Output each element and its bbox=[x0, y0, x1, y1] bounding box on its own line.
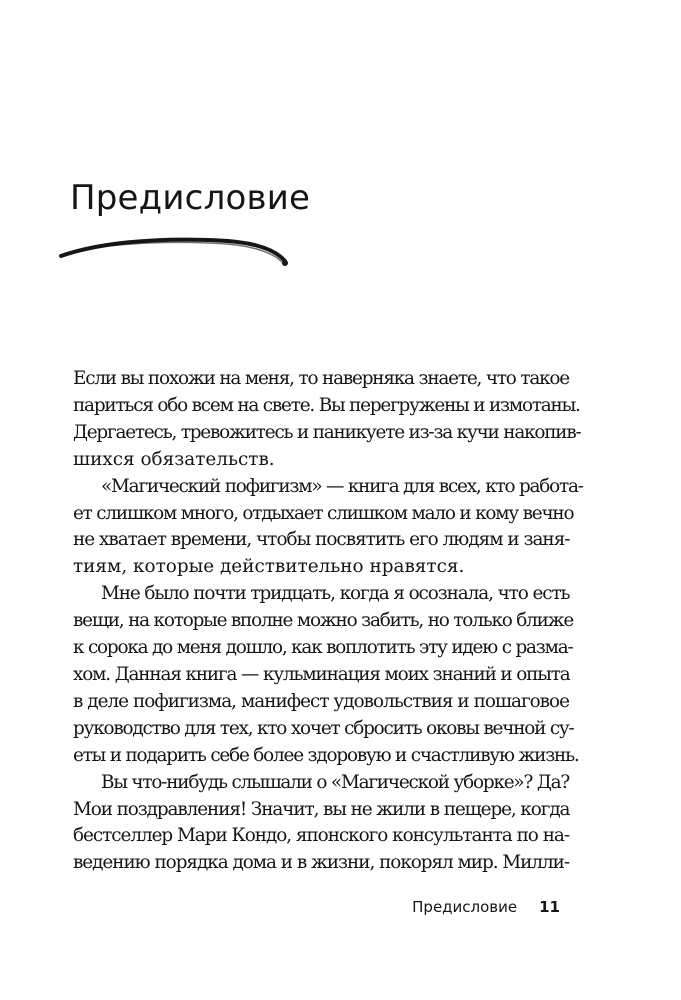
text-line: хом. Данная книга — кульминация моих знаний и опыта bbox=[73, 663, 570, 685]
text-line: тиям, которые действительно нравятся. bbox=[73, 556, 465, 578]
running-head: Предисловие bbox=[412, 898, 518, 916]
text-line: Дергаетесь, тревожитесь и паникуете из-за кучи накопив- bbox=[73, 421, 581, 443]
text-line: ет слишком много, отдыхает слишком мало и кому вечно bbox=[73, 502, 574, 524]
text-line: Вы что-нибудь слышали о «Магической уборке»? Да? bbox=[101, 771, 569, 793]
body-text bbox=[73, 366, 583, 877]
text-line: в деле пофигизма, манифест удовольствия и пошаговое bbox=[73, 690, 569, 712]
paragraph-3 bbox=[73, 581, 579, 769]
chapter-title: Предисловие bbox=[70, 178, 311, 218]
text-line: вещи, на которые вполне можно забить, но только ближе bbox=[73, 610, 574, 632]
text-line: париться обо всем на свете. Вы перегружены и измотаны. bbox=[73, 394, 580, 416]
text-line: не хватает времени, чтобы посвятить его людям и заня- bbox=[73, 529, 570, 551]
paragraph-4 bbox=[73, 770, 569, 878]
paragraph-1 bbox=[73, 366, 581, 474]
title-underline-flourish bbox=[58, 232, 294, 274]
text-line: шихся обязательств. bbox=[73, 448, 275, 470]
text-line: Мои поздравления! Значит, вы не жили в пещере, когда bbox=[73, 798, 570, 820]
text-line: «Магический пофигизм» — книга для всех, кто работа- bbox=[101, 475, 583, 497]
text-line: бестселлер Мари Кондо, японского консультанта по на- bbox=[73, 825, 569, 847]
text-line: Мне было почти тридцать, когда я осознала, что есть bbox=[101, 583, 570, 605]
text-line: Если вы похожи на меня, то наверняка знаете, что такое bbox=[73, 368, 569, 389]
page-number: 11 bbox=[539, 898, 560, 916]
text-line: руководство для тех, кто хочет сбросить оковы вечной су- bbox=[73, 717, 574, 739]
text-line: к сорока до меня дошло, как воплотить эту идею с разма- bbox=[73, 637, 573, 659]
paragraph-2 bbox=[73, 474, 583, 582]
text-line: ведению порядка дома и в жизни, покорял мир. Милли- bbox=[73, 852, 569, 874]
text-line: еты и подарить себе более здоровую и счастливую жизнь. bbox=[73, 744, 579, 766]
page-footer bbox=[380, 898, 560, 916]
